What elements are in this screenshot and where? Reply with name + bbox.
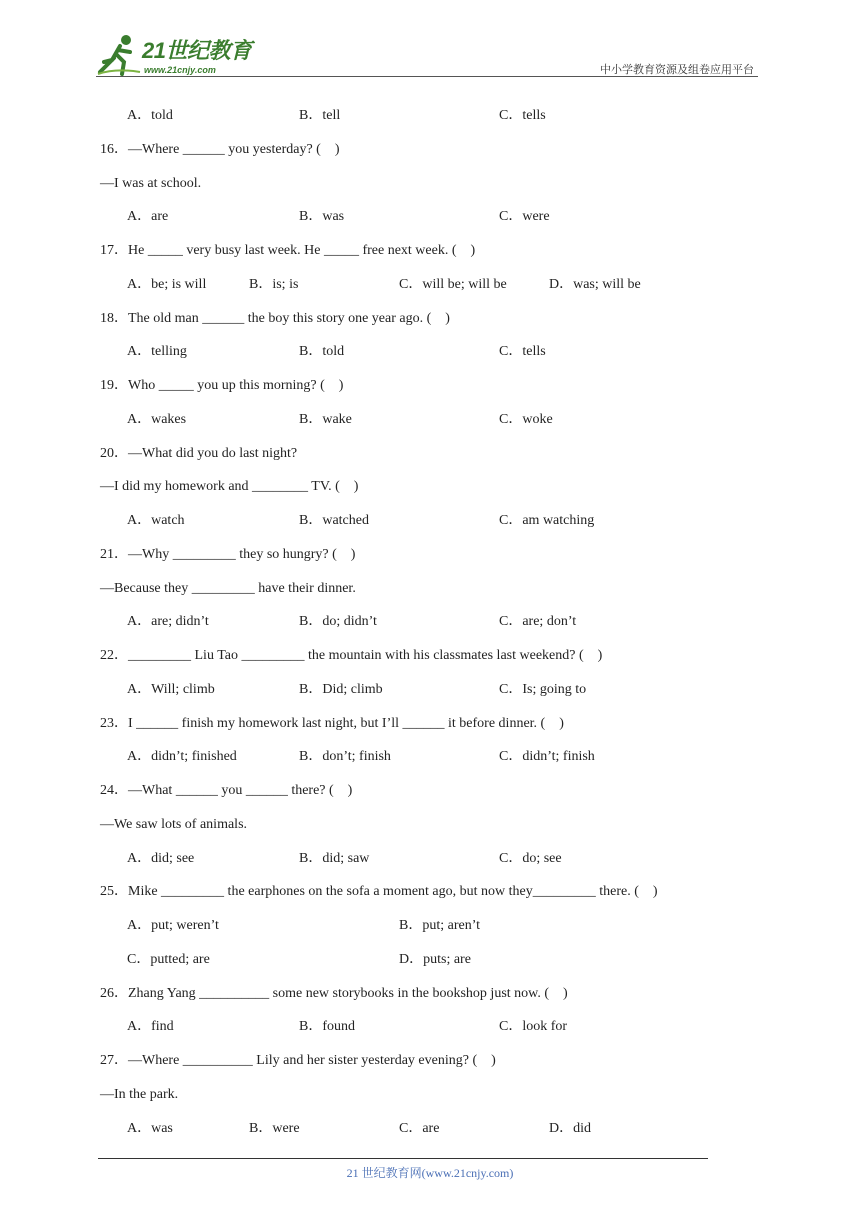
answer-option[interactable]: C．tells — [499, 344, 546, 359]
answer-option[interactable]: D．puts; are — [399, 952, 471, 967]
answer-option[interactable]: A．watch — [127, 513, 185, 528]
answer-option[interactable]: A．did; see — [127, 851, 195, 866]
answer-option[interactable]: A．put; weren’t — [127, 918, 219, 933]
answer-option[interactable]: C．are; don’t — [499, 614, 577, 629]
question-text: 20．—What did you do last night? — [100, 446, 298, 461]
question-text: —I did my homework and ________ TV. ( ) — [100, 479, 359, 494]
question-text: 23．I ______ finish my homework last night, but I’ll ______ it before dinner. ( ) — [100, 716, 564, 731]
answer-option[interactable]: A．told — [127, 108, 173, 123]
question-text: 24．—What ______ you ______ there? ( ) — [100, 783, 353, 798]
answer-option[interactable]: A．wakes — [127, 412, 187, 427]
question-text: 26．Zhang Yang __________ some new storybooks in the bookshop just now. ( ) — [100, 986, 568, 1001]
question-text: 18．The old man ______ the boy this story one year ago. ( ) — [100, 311, 450, 326]
answer-option[interactable]: B．tell — [299, 108, 341, 123]
answer-option[interactable]: B．did; saw — [299, 851, 370, 866]
answer-option[interactable]: A．didn’t; finished — [127, 749, 237, 764]
answer-option[interactable]: C．tells — [499, 108, 546, 123]
answer-option[interactable]: A．was — [127, 1121, 173, 1136]
footer-text[interactable]: 21 世纪教育网(www.21cnjy.com) — [346, 1166, 514, 1180]
answer-option[interactable]: C．putted; are — [127, 952, 210, 967]
answer-option[interactable]: A．are — [127, 209, 169, 224]
answer-option[interactable]: B．told — [299, 344, 345, 359]
answer-option[interactable]: D．was; will be — [549, 277, 641, 292]
answer-option[interactable]: D．did — [549, 1121, 591, 1136]
logo-main-text: 21世纪教育 — [142, 38, 252, 63]
logo-url-text: www.21cnjy.com — [144, 65, 216, 75]
question-text: 19．Who _____ you up this morning? ( ) — [100, 378, 344, 393]
answer-option[interactable]: C．are — [399, 1121, 440, 1136]
answer-option[interactable]: A．Will; climb — [127, 682, 215, 697]
answer-option[interactable]: B．watched — [299, 513, 369, 528]
header-divider — [96, 76, 758, 77]
answer-option[interactable]: C．look for — [499, 1019, 568, 1034]
answer-option[interactable]: B．do; didn’t — [299, 614, 377, 629]
answer-option[interactable]: B．was — [299, 209, 345, 224]
question-text: 21．—Why _________ they so hungry? ( ) — [100, 547, 356, 562]
answer-option[interactable]: C．were — [499, 209, 550, 224]
answer-option[interactable]: B．were — [249, 1121, 300, 1136]
runner-icon — [96, 32, 142, 78]
answer-option[interactable]: C．woke — [499, 412, 553, 427]
question-text: 27．—Where __________ Lily and her sister yesterday evening? ( ) — [100, 1053, 496, 1068]
answer-option[interactable]: A．be; is will — [127, 277, 207, 292]
header-platform-text: 中小学教育资源及组卷应用平台 — [600, 63, 754, 76]
question-text: —We saw lots of animals. — [100, 817, 248, 832]
page-header — [96, 30, 758, 78]
answer-option[interactable]: C．do; see — [499, 851, 562, 866]
question-text: 22．_________ Liu Tao _________ the mountain with his classmates last weekend? ( ) — [100, 648, 603, 663]
answer-option[interactable]: C．Is; going to — [499, 682, 587, 697]
answer-option[interactable]: B．Did; climb — [299, 682, 383, 697]
question-text: 16．—Where ______ you yesterday? ( ) — [100, 142, 340, 157]
question-text: 17．He _____ very busy last week. He _____ free next week. ( ) — [100, 243, 476, 258]
answer-option[interactable]: B．wake — [299, 412, 352, 427]
answer-option[interactable]: C．will be; will be — [399, 277, 507, 292]
site-logo[interactable] — [96, 32, 266, 78]
answer-option[interactable]: B．don’t; finish — [299, 749, 391, 764]
question-text: —I was at school. — [100, 176, 202, 191]
question-text: 25．Mike _________ the earphones on the sofa a moment ago, but now they_________ there. ( ) — [100, 884, 658, 899]
answer-option[interactable]: C．didn’t; finish — [499, 749, 595, 764]
answer-option[interactable]: A．are; didn’t — [127, 614, 209, 629]
answer-option[interactable]: B．put; aren’t — [399, 918, 481, 933]
footer-divider — [98, 1158, 708, 1159]
answer-option[interactable]: B．found — [299, 1019, 355, 1034]
answer-option[interactable]: C．am watching — [499, 513, 595, 528]
answer-option[interactable]: A．telling — [127, 344, 187, 359]
answer-option[interactable]: A．find — [127, 1019, 174, 1034]
question-text: —Because they _________ have their dinner. — [100, 581, 356, 596]
answer-option[interactable]: B．is; is — [249, 277, 299, 292]
question-text: —In the park. — [100, 1087, 179, 1102]
